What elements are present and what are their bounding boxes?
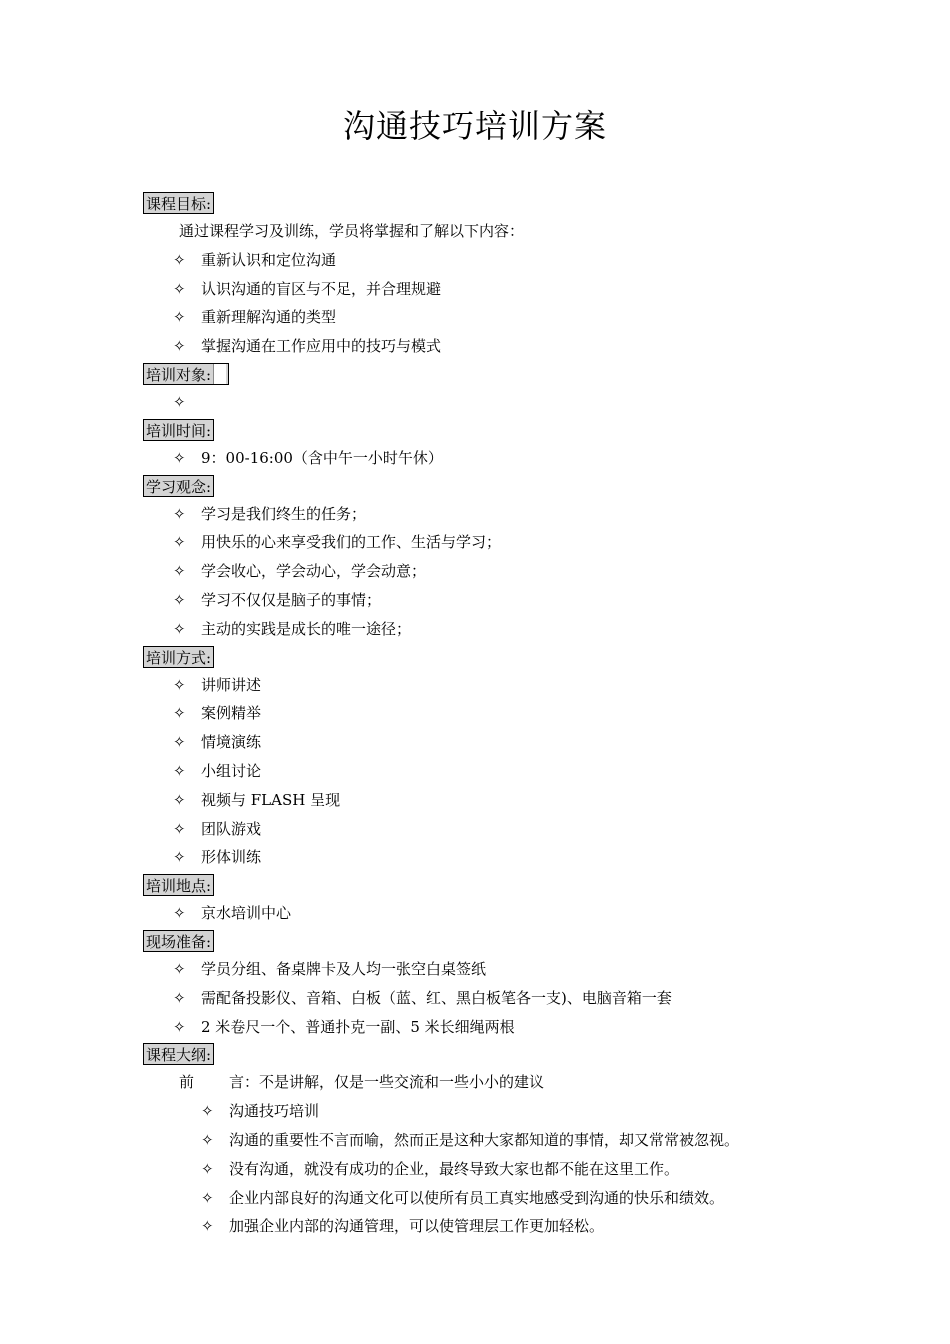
list-item: ✧ 学习不仅仅是脑子的事情； <box>143 586 923 615</box>
bullet-diamond-icon: ✧ <box>201 1159 214 1178</box>
section-method <box>143 644 923 873</box>
bullet-diamond-icon: ✧ <box>201 1130 214 1149</box>
section-label-goal: 课程目标: <box>143 192 214 214</box>
bullet-diamond-icon: ✧ <box>173 733 186 752</box>
list-item: ✧ 掌握沟通在工作应用中的技巧与模式 <box>143 332 923 361</box>
list-item: ✧ 学员分组、备桌牌卡及人均一张空白桌签纸 <box>143 955 923 984</box>
bullet-diamond-icon: ✧ <box>173 904 186 923</box>
list-item: ✧ 视频与 FLASH 呈现 <box>143 786 923 815</box>
page-title: 沟通技巧培训方案 <box>342 107 607 145</box>
bullet-diamond-icon: ✧ <box>173 790 186 809</box>
list-item: ✧ 案例精举 <box>143 699 923 728</box>
list-item: ✧ 用快乐的心来享受我们的工作、生活与学习； <box>143 528 923 557</box>
bullet-diamond-icon: ✧ <box>173 761 186 780</box>
bullet-diamond-icon: ✧ <box>173 279 186 298</box>
section-label-prep: 现场准备: <box>143 930 214 952</box>
list-item: ✧ 沟通技巧培训 <box>143 1097 923 1126</box>
section-audience <box>143 361 923 417</box>
list-item: ✧ 团队游戏 <box>143 815 923 844</box>
list-item: ✧ 主动的实践是成长的唯一途径； <box>143 615 923 644</box>
bullet-diamond-icon: ✧ <box>173 619 186 638</box>
list-item: ✧ 讲师讲述 <box>143 671 923 700</box>
list-item: ✧ 认识沟通的盲区与不足，并合理规避 <box>143 275 923 304</box>
bullet-diamond-icon: ✧ <box>173 1017 186 1036</box>
list-item: ✧ 需配备投影仪、音箱、白板（蓝、红、黑白板笔各一支)、电脑音箱一套 <box>143 984 923 1013</box>
bullet-diamond-icon: ✧ <box>173 504 186 523</box>
outline-preface: 前 言：不是讲解，仅是一些交流和一些小小的建议 <box>179 1073 545 1092</box>
goal-intro: 通过课程学习及训练，学员将掌握和了解以下内容： <box>179 222 525 240</box>
section-course-goal <box>143 190 923 361</box>
section-label-concept: 学习观念: <box>143 475 214 497</box>
list-item: ✧ 沟通的重要性不言而喻，然而正是这种大家都知道的事情，却又常常被忽视。 <box>143 1126 923 1155</box>
section-label-time: 培训时间: <box>143 419 214 441</box>
bullet-diamond-icon: ✧ <box>173 704 186 723</box>
bullet-diamond-icon: ✧ <box>173 819 186 838</box>
section-concept <box>143 473 923 644</box>
list-item: ✧ 学习是我们终生的任务； <box>143 500 923 529</box>
list-item: ✧ 小组讨论 <box>143 757 923 786</box>
list-item: ✧ 重新理解沟通的类型 <box>143 303 923 332</box>
list-item: ✧ 9：00-16:00（含中午一小时午休） <box>143 444 923 473</box>
section-location <box>143 872 923 928</box>
bullet-diamond-icon: ✧ <box>173 675 186 694</box>
bullet-diamond-icon: ✧ <box>173 988 186 1007</box>
list-item <box>143 388 923 417</box>
bullet-diamond-icon: ✧ <box>201 1188 214 1207</box>
document-body <box>143 190 923 1241</box>
bullet-diamond-icon: ✧ <box>173 308 186 327</box>
section-label-location: 培训地点: <box>143 874 214 896</box>
blank-field <box>213 364 226 384</box>
bullet-diamond-icon: ✧ <box>173 959 186 978</box>
section-label-method: 培训方式: <box>143 646 214 668</box>
bullet-diamond-icon: ✧ <box>201 1217 214 1236</box>
list-item: ✧ 情境演练 <box>143 728 923 757</box>
section-label-outline: 课程大纲: <box>143 1043 214 1065</box>
bullet-diamond-icon: ✧ <box>173 448 186 467</box>
section-prep <box>143 928 923 1041</box>
list-item: ✧ 京水培训中心 <box>143 899 923 928</box>
bullet-diamond-icon: ✧ <box>201 1102 214 1121</box>
list-item: ✧ 企业内部良好的沟通文化可以使所有员工真实地感受到沟通的快乐和绩效。 <box>143 1184 923 1213</box>
list-item: ✧ 形体训练 <box>143 843 923 872</box>
bullet-diamond-icon: ✧ <box>173 337 186 356</box>
bullet-diamond-icon: ✧ <box>173 848 186 867</box>
bullet-diamond-icon: ✧ <box>173 533 186 552</box>
list-item: ✧ 加强企业内部的沟通管理，可以使管理层工作更加轻松。 <box>143 1212 923 1241</box>
section-label-audience: 培训对象: <box>143 363 229 385</box>
list-item: ✧ 没有沟通，就没有成功的企业，最终导致大家也都不能在这里工作。 <box>143 1155 923 1184</box>
list-item: ✧ 重新认识和定位沟通 <box>143 246 923 275</box>
bullet-diamond-icon: ✧ <box>173 250 186 269</box>
section-outline <box>143 1041 923 1241</box>
list-item: ✧ 2 米卷尺一个、普通扑克一副、5 米长细绳两根 <box>143 1013 923 1042</box>
list-item: ✧ 学会收心，学会动心，学会动意； <box>143 557 923 586</box>
bullet-diamond-icon: ✧ <box>173 562 186 581</box>
bullet-diamond-icon: ✧ <box>173 392 186 411</box>
bullet-diamond-icon: ✧ <box>173 590 186 609</box>
section-time <box>143 417 923 473</box>
